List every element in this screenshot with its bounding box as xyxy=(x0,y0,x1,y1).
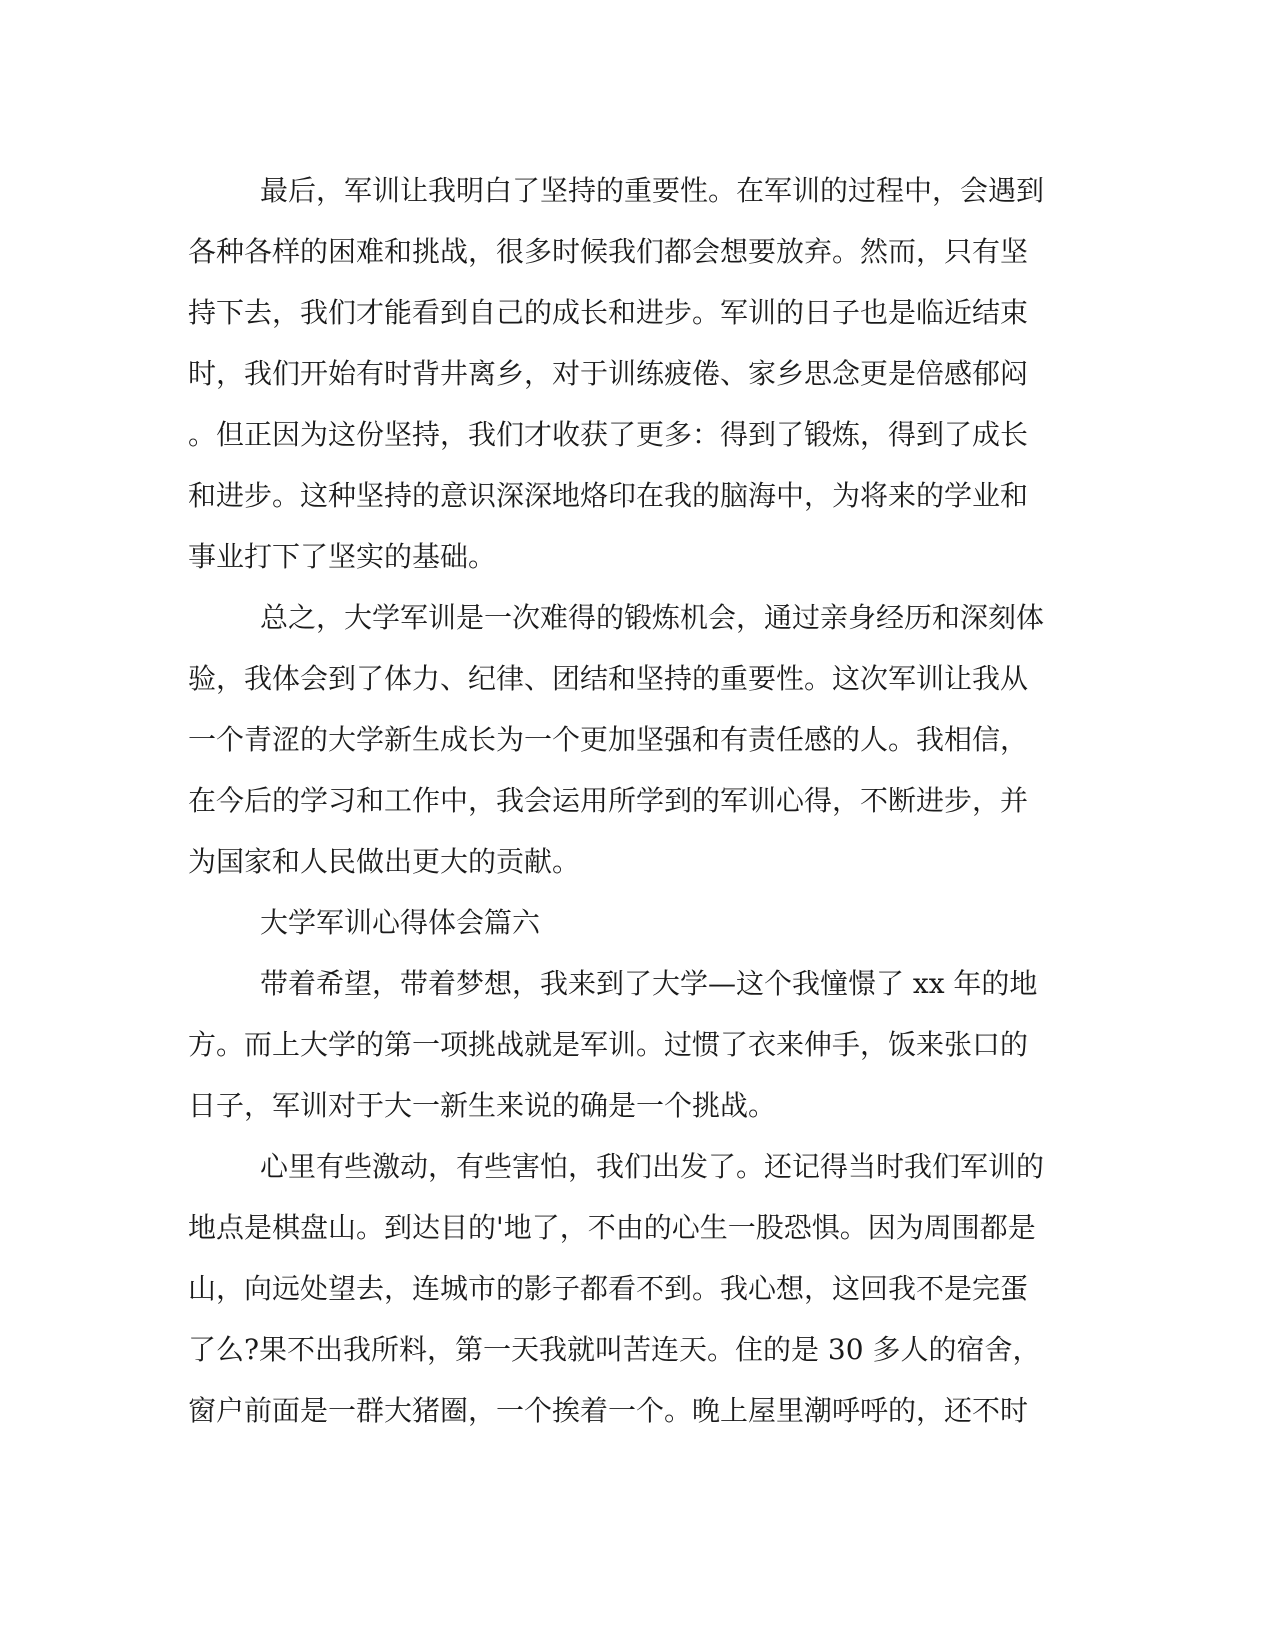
text-line: 窗户前面是一群大猪圈，一个挨着一个。晚上屋里潮呼呼的，还不时 xyxy=(188,1394,1029,1427)
text-line: 总之，大学军训是一次难得的锻炼机会，通过亲身经历和深刻体 xyxy=(260,601,1045,634)
section-heading: 大学军训心得体会篇六 xyxy=(260,906,541,939)
text-line: 带着希望，带着梦想，我来到了大学—这个我憧憬了 xx 年的地 xyxy=(260,967,1038,1000)
text-line: 一个青涩的大学新生成长为一个更加坚强和有责任感的人。我相信， xyxy=(188,723,1029,756)
text-line: 时，我们开始有时背井离乡，对于训练疲倦、家乡思念更是倍感郁闷 xyxy=(188,357,1029,390)
paragraph-1 xyxy=(188,160,1068,587)
paragraph-4 xyxy=(188,1136,1068,1441)
text-line: 方。而上大学的第一项挑战就是军训。过惯了衣来伸手，饭来张口的 xyxy=(188,1028,1029,1061)
text-line: 和进步。这种坚持的意识深深地烙印在我的脑海中，为将来的学业和 xyxy=(188,479,1029,512)
text-line: 。但正因为这份坚持，我们才收获了更多：得到了锻炼，得到了成长 xyxy=(188,418,1029,451)
text-line: 地点是棋盘山。到达目的'地了，不由的心生一股恐惧。因为周围都是 xyxy=(188,1211,1036,1244)
text-line: 在今后的学习和工作中，我会运用所学到的军训心得，不断进步，并 xyxy=(188,784,1029,817)
text-line: 山，向远处望去，连城市的影子都看不到。我心想，这回我不是完蛋 xyxy=(188,1272,1029,1305)
text-line: 最后，军训让我明白了坚持的重要性。在军训的过程中，会遇到 xyxy=(260,174,1045,207)
text-line: 持下去，我们才能看到自己的成长和进步。军训的日子也是临近结束 xyxy=(188,296,1029,329)
document-body xyxy=(188,160,1068,1441)
text-line: 为国家和人民做出更大的贡献。 xyxy=(188,845,581,878)
text-line: 心里有些激动，有些害怕，我们出发了。还记得当时我们军训的 xyxy=(260,1150,1045,1183)
paragraph-3 xyxy=(188,953,1068,1136)
text-line: 事业打下了坚实的基础。 xyxy=(188,540,497,573)
text-line: 各种各样的困难和挑战，很多时候我们都会想要放弃。然而，只有坚 xyxy=(188,235,1029,268)
text-line: 了么?果不出我所料，第一天我就叫苦连天。住的是 30 多人的宿舍， xyxy=(188,1333,1041,1366)
text-line: 日子，军训对于大一新生来说的确是一个挑战。 xyxy=(188,1089,777,1122)
paragraph-2 xyxy=(188,587,1068,892)
text-line: 验，我体会到了体力、纪律、团结和坚持的重要性。这次军训让我从 xyxy=(188,662,1029,695)
